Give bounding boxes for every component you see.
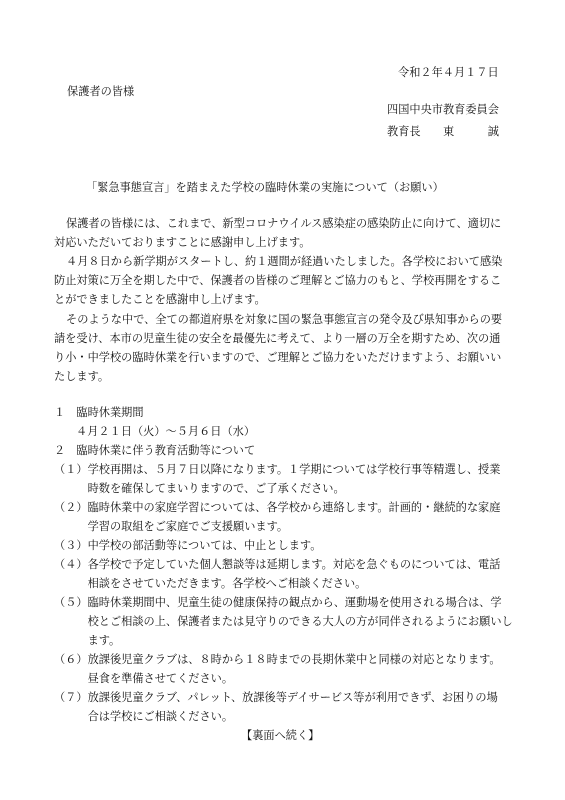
continued-on-back: 【裏面へ続く】 bbox=[241, 729, 320, 742]
list-item-line: （１）学校再開は、５月７日以降になります。１学期については学校行事等精選し、授業 bbox=[54, 463, 501, 476]
list-item-line: 学習の取組をご家庭でご支援願います。 bbox=[54, 520, 289, 533]
body-line: ４月８日から新学期がスタートし、約１週間が経過いたしました。各学校において感染 bbox=[66, 255, 503, 268]
closure-period: ４月２１日（火）～５月６日（水） bbox=[76, 425, 256, 438]
sender-organization: 四国中央市教育委員会 bbox=[387, 103, 499, 116]
body-line: 請を受け、本市の児童生徒の安全を最優先に考えて、より一層の万全を期すため、次の通 bbox=[54, 332, 501, 345]
list-item-line: （７）放課後児童クラブ、パレット、放課後等デイサービス等が利用できず、お困りの場 bbox=[54, 691, 498, 704]
body-line: たします。 bbox=[54, 370, 110, 383]
list-item-line: （５）臨時休業期間中、児童生徒の健康保持の観点から、運動場を使用される場合は、学 bbox=[54, 596, 502, 609]
body-line: 保護者の皆様には、これまで、新型コロナウイルス感染症の感染防止に向けて、適切に bbox=[66, 217, 502, 230]
recipient-line: 保護者の皆様 bbox=[67, 85, 135, 98]
list-item-line: 時数を確保してまいりますので、ご了承ください。 bbox=[54, 482, 345, 495]
list-item-line: ます。 bbox=[54, 634, 121, 647]
list-item-line: 校とご相談の上、保護者または見守りのできる大人の方が同伴されるようにお願いし bbox=[54, 615, 513, 628]
document-date: 令和２年４月１７日 bbox=[398, 66, 499, 79]
section-heading: ２ 臨時休業に伴う教育活動等について bbox=[54, 444, 256, 457]
list-item-line: （６）放課後児童クラブは、８時から１８時までの長期休業中と同様の対応となります。 bbox=[54, 653, 501, 666]
list-item-line: 相談をさせていただきます。各学校へご相談ください。 bbox=[54, 577, 367, 590]
body-line: 対応いただいておりますことに感謝申し上げます。 bbox=[54, 236, 311, 249]
body-line: とができましたことを感謝申し上げます。 bbox=[54, 293, 266, 306]
section-heading: １ 臨時休業期間 bbox=[54, 406, 144, 419]
document-title: 「緊急事態宣言」を踏まえた学校の臨時休業の実施について（お願い） bbox=[86, 181, 444, 194]
list-item-line: 昼食を準備させてください。 bbox=[54, 672, 234, 685]
list-item-line: （２）臨時休業中の家庭学習については、各学校から連絡します。計画的・継続的な家庭 bbox=[54, 501, 501, 514]
body-line: り小・中学校の臨時休業を行いますので、ご理解とご協力をいただけますよう、お願いい bbox=[54, 351, 502, 364]
list-item-line: 合は学校にご相談ください。 bbox=[54, 710, 234, 723]
list-item-line: （４）各学校で予定していた個人懇談等は延期します。対応を急ぐものについては、電話 bbox=[54, 558, 501, 571]
sender-title-name: 教育長 東 誠 bbox=[387, 125, 499, 138]
list-item-line: （３）中学校の部活動等については、中止とします。 bbox=[54, 539, 322, 552]
body-line: そのような中で、全ての都道府県を対象に国の緊急事態宣言の発令及び県知事からの要 bbox=[66, 313, 503, 326]
body-line: 防止対策に万全を期した中で、保護者の皆様のご理解とご協力のもと、学校再開をするこ bbox=[54, 274, 502, 287]
